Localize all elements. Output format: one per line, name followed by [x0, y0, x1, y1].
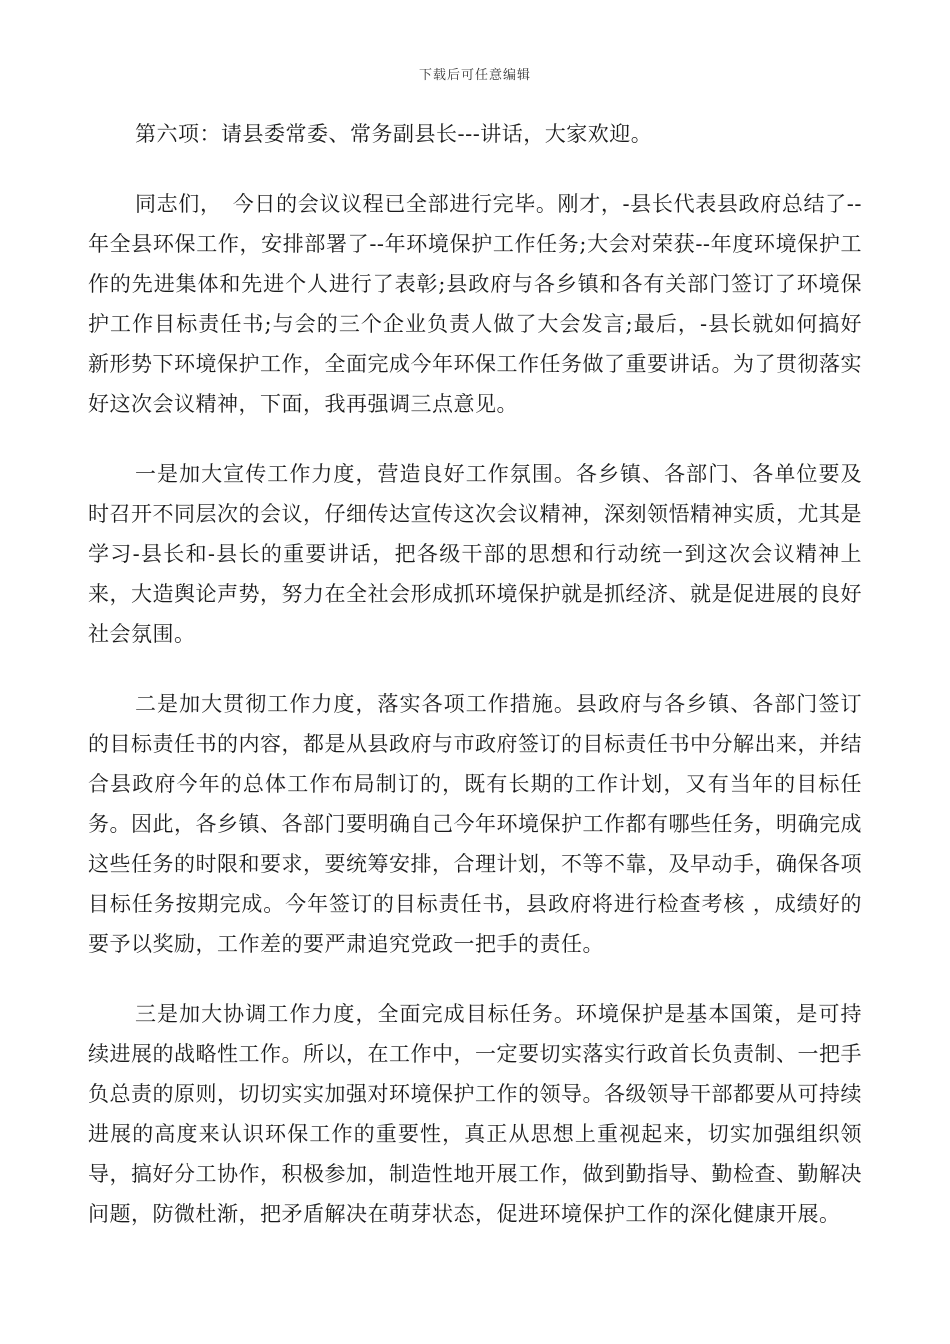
paragraph-point-one: 一是加大宣传工作力度，营造良好工作氛围。各乡镇、各部门、各单位要及时召开不同层次的会议，仔细传达宣传这次会议精神，深刻领悟精神实质，尤其是学习-县长和-县长的重要讲话，把各级干部的思想和行动统一到这次会议精神上来，大造舆论声势，努力在全社会形成抓环境保护就是抓经济、就是促进展的良好社会氛围。 [88, 462, 862, 646]
header-note: 下载后可任意编辑 [418, 68, 531, 83]
paragraph-meeting-summary: 同志们， 今日的会议议程已全部进行完毕。刚才，-县长代表县政府总结了--年全县环保工作，安排部署了--年环境保护工作任务;大会对荣获--年度环境保护工作的先进集体和先进个人进行了表彰;县政府与各乡镇和各有关部门签订了环境保护工作目标责任书;与会的三个企业负责人做了大会发言;最后，-县长就如何搞好新形势下环境保护工作，全面完成今年环保工作任务做了重要讲话。为了贯彻落实好这次会议精神，下面，我再强调三点意见。 [88, 192, 862, 416]
document-body [88, 114, 862, 1264]
paragraph-point-two: 二是加大贯彻工作力度，落实各项工作措施。县政府与各乡镇、各部门签订的目标责任书的内容，都是从县政府与市政府签订的目标责任书中分解出来，并结合县政府今年的总体工作布局制订的，既有长期的工作计划，又有当年的目标任务。因此，各乡镇、各部门要明确自己今年环境保护工作都有哪些任务，明确完成这些任务的时限和要求，要统筹安排，合理计划，不等不靠，及早动手，确保各项目标任务按期完成。今年签订的目标责任书，县政府将进行检查考核 ，成绩好的要予以奖励，工作差的要严肃追究党政一把手的责任。 [88, 692, 862, 956]
paragraph-agenda-item-six: 第六项：请县委常委、常务副县长---讲话，大家欢迎。 [135, 122, 653, 146]
paragraph-point-three: 三是加大协调工作力度，全面完成目标任务。环境保护是基本国策，是可持续进展的战略性工作。所以，在工作中，一定要切实落实行政首长负责制、一把手负总责的原则，切切实实加强对环境保护工作的领导。各级领导干部都要从可持续进展的高度来认识环保工作的重要性，真正从思想上重视起来，切实加强组织领导，搞好分工协作，积极参加，制造性地开展工作，做到勤指导、勤检查、勤解决问题，防微杜渐，把矛盾解决在萌芽状态，促进环境保护工作的深化健康开展。 [88, 1002, 862, 1226]
